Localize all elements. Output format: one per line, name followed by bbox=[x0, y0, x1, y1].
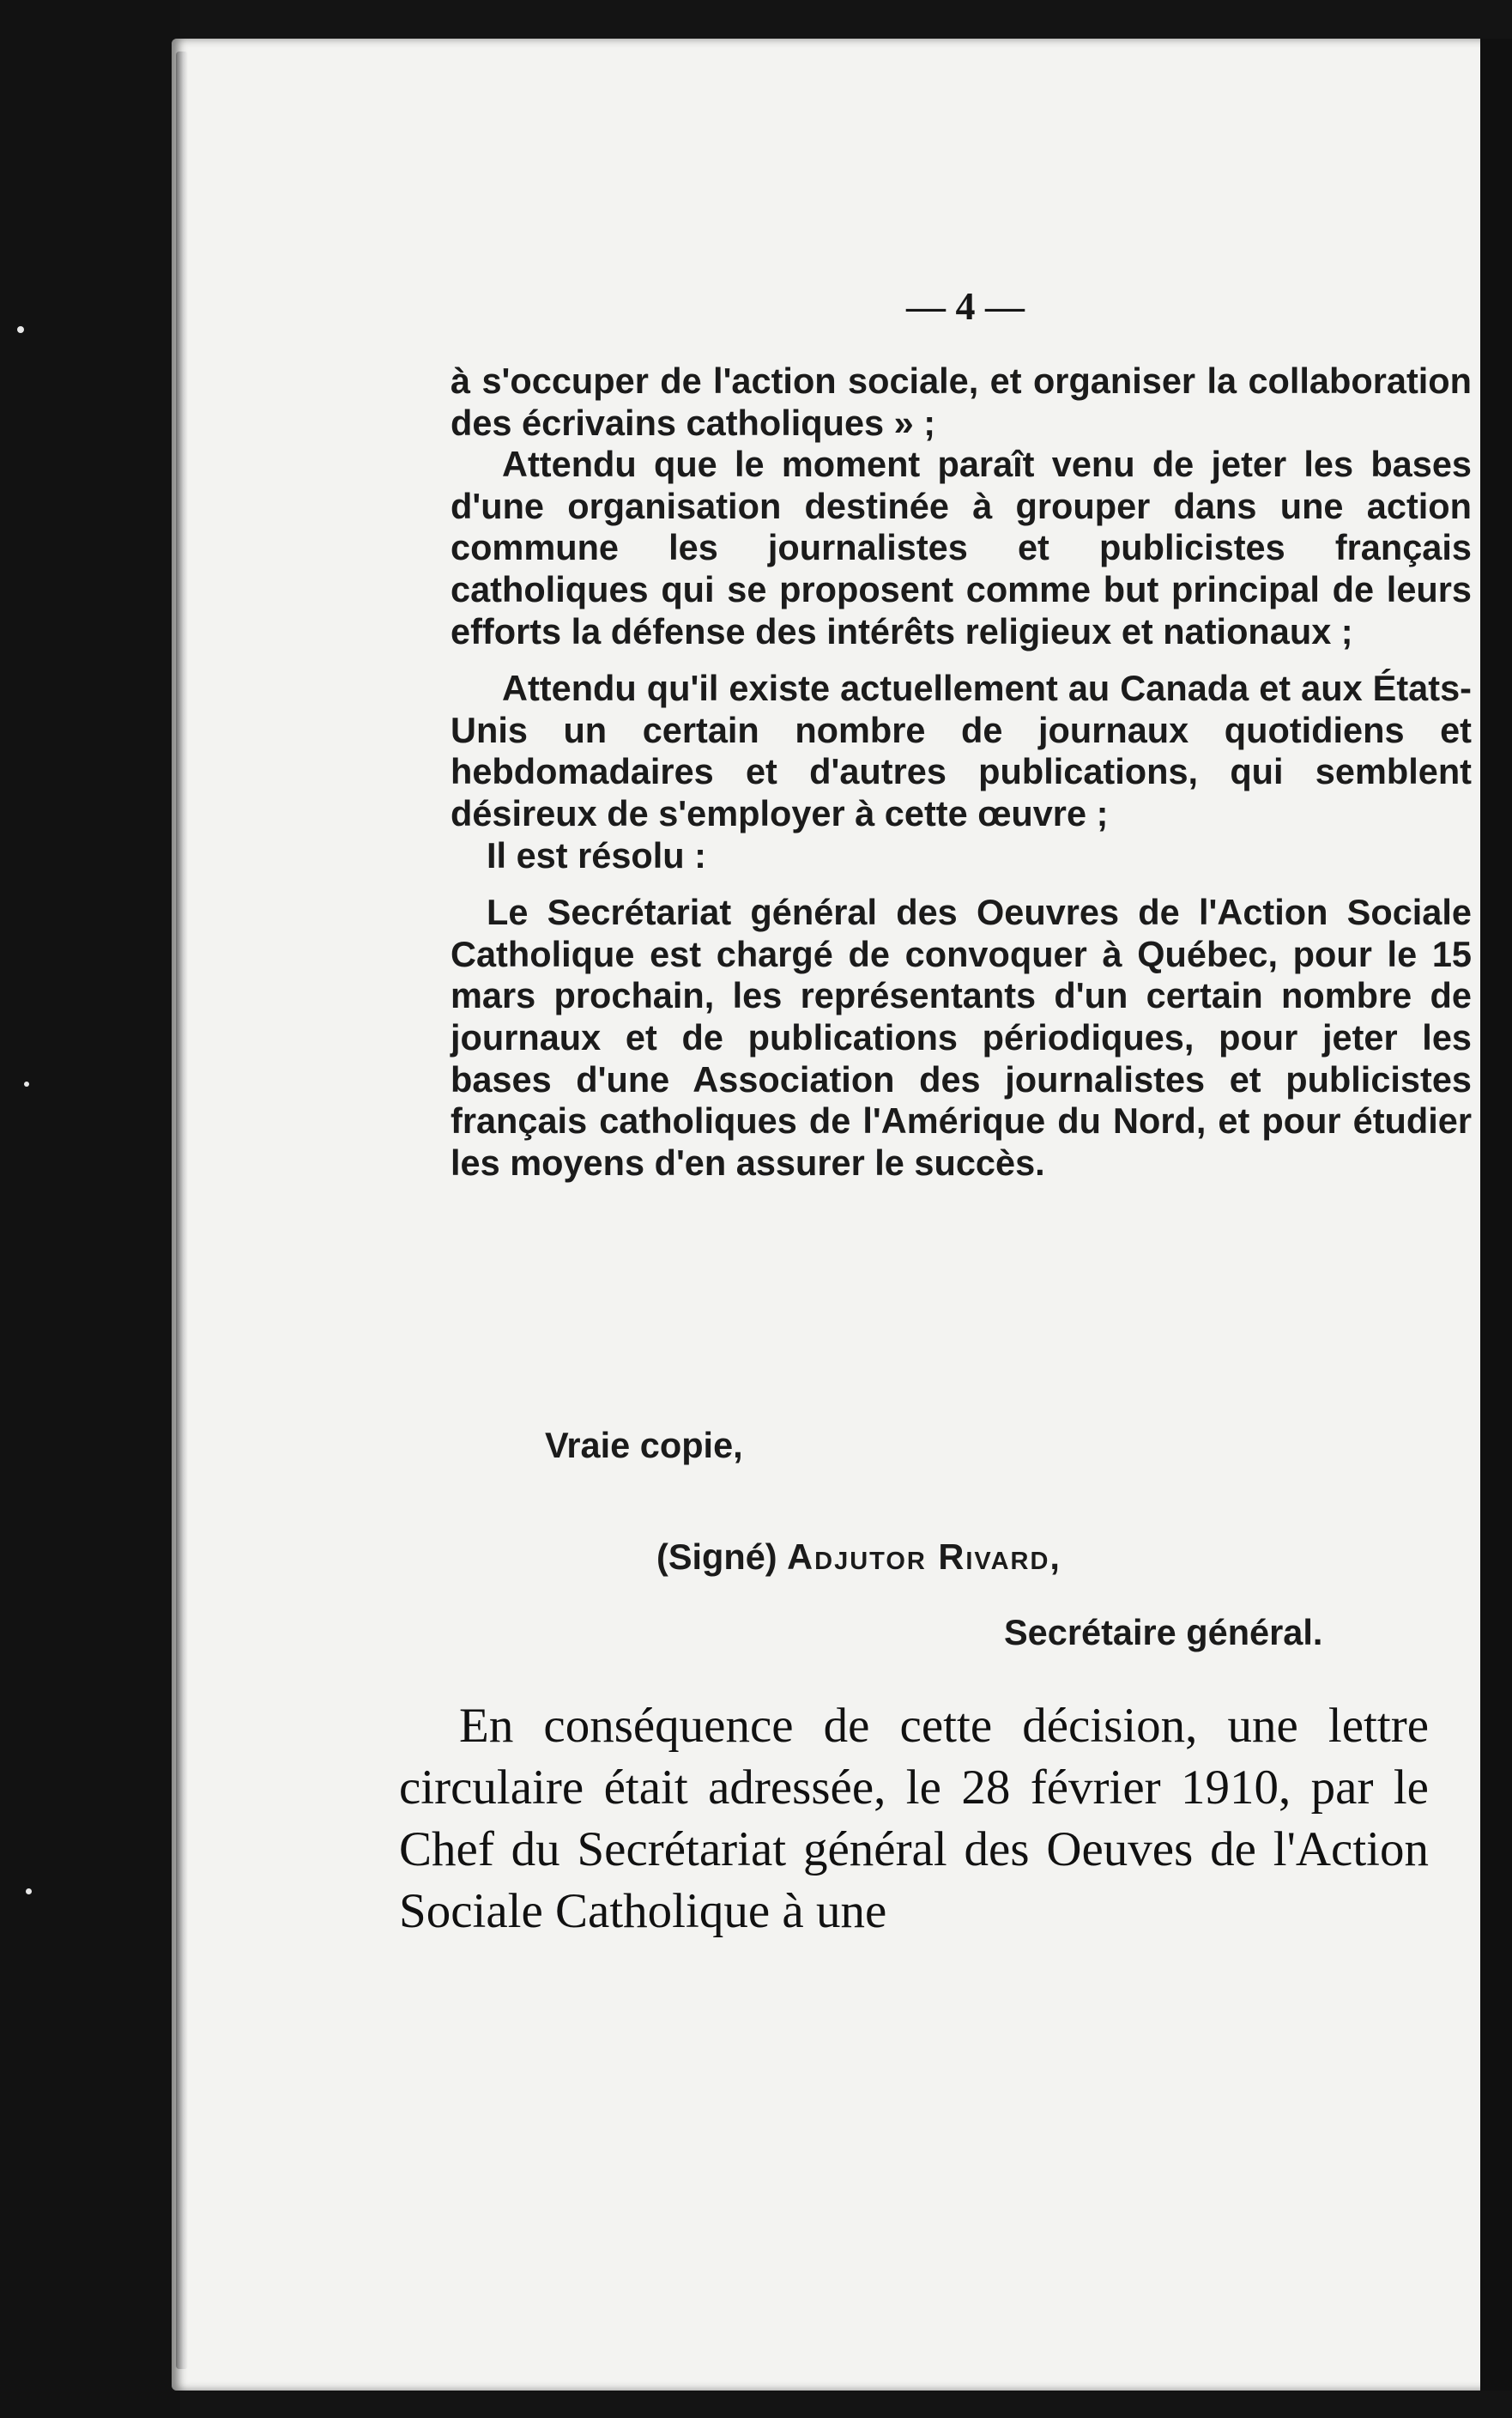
paragraph-attendu-1: Attendu que le moment paraît venu de jeter les bases d'une organisation destinée à grouper dans une action commune les journalistes et publicistes français catholiques qui se proposent comme but principal de leurs efforts la défense des intérêts religieux et nationaux ; bbox=[451, 444, 1472, 651]
signature-line bbox=[656, 1536, 1061, 1578]
paragraph-resolu: Il est résolu : bbox=[487, 834, 706, 876]
film-speck bbox=[26, 1888, 32, 1894]
page-number: — 4 — bbox=[906, 284, 1025, 328]
narrative-text bbox=[399, 1695, 1429, 1942]
paragraph-continuation: à s'occuper de l'action sociale, et organiser la collaboration des écrivains catholiques » ; bbox=[451, 361, 1472, 443]
signatory-title: Secrétaire général. bbox=[1004, 1612, 1323, 1652]
resolution-text bbox=[451, 361, 1472, 1184]
film-speck bbox=[17, 326, 24, 333]
page-binding-edge bbox=[176, 52, 188, 2369]
vraie-copie: Vraie copie, bbox=[545, 1425, 743, 1465]
film-border-right bbox=[1480, 39, 1512, 2391]
narrative-paragraph: En conséquence de cette décision, une lettre circulaire était adressée, le 28 février 1910, par le Chef du Secrétariat général des Oeuves de l'Action Sociale Catholique à une bbox=[399, 1699, 1429, 1938]
film-speck bbox=[24, 1082, 29, 1087]
film-border-left bbox=[0, 0, 180, 2418]
paragraph-resolution-body: Le Secrétariat général des Oeuvres de l'Action Sociale Catholique est chargé de convoquer à Québec, pour le 15 mars prochain, les représentants d'un certain nombre de journaux et de publications périodiques, pour jeter les bases d'une Association des journalistes et publicistes français catholiques de l'Amérique du Nord, et pour étudier les moyens d'en assurer le succès. bbox=[451, 892, 1472, 1183]
paragraph-attendu-2: Attendu qu'il existe actuellement au Canada et aux États-Unis un certain nombre de journaux quotidiens et hebdomadaires et d'autres publications, qui semblent désireux de s'employer à cette œuvre ; bbox=[451, 668, 1472, 833]
signatory-name: Adjutor Rivard, bbox=[787, 1536, 1061, 1577]
signed-prefix: (Signé) bbox=[656, 1536, 777, 1577]
